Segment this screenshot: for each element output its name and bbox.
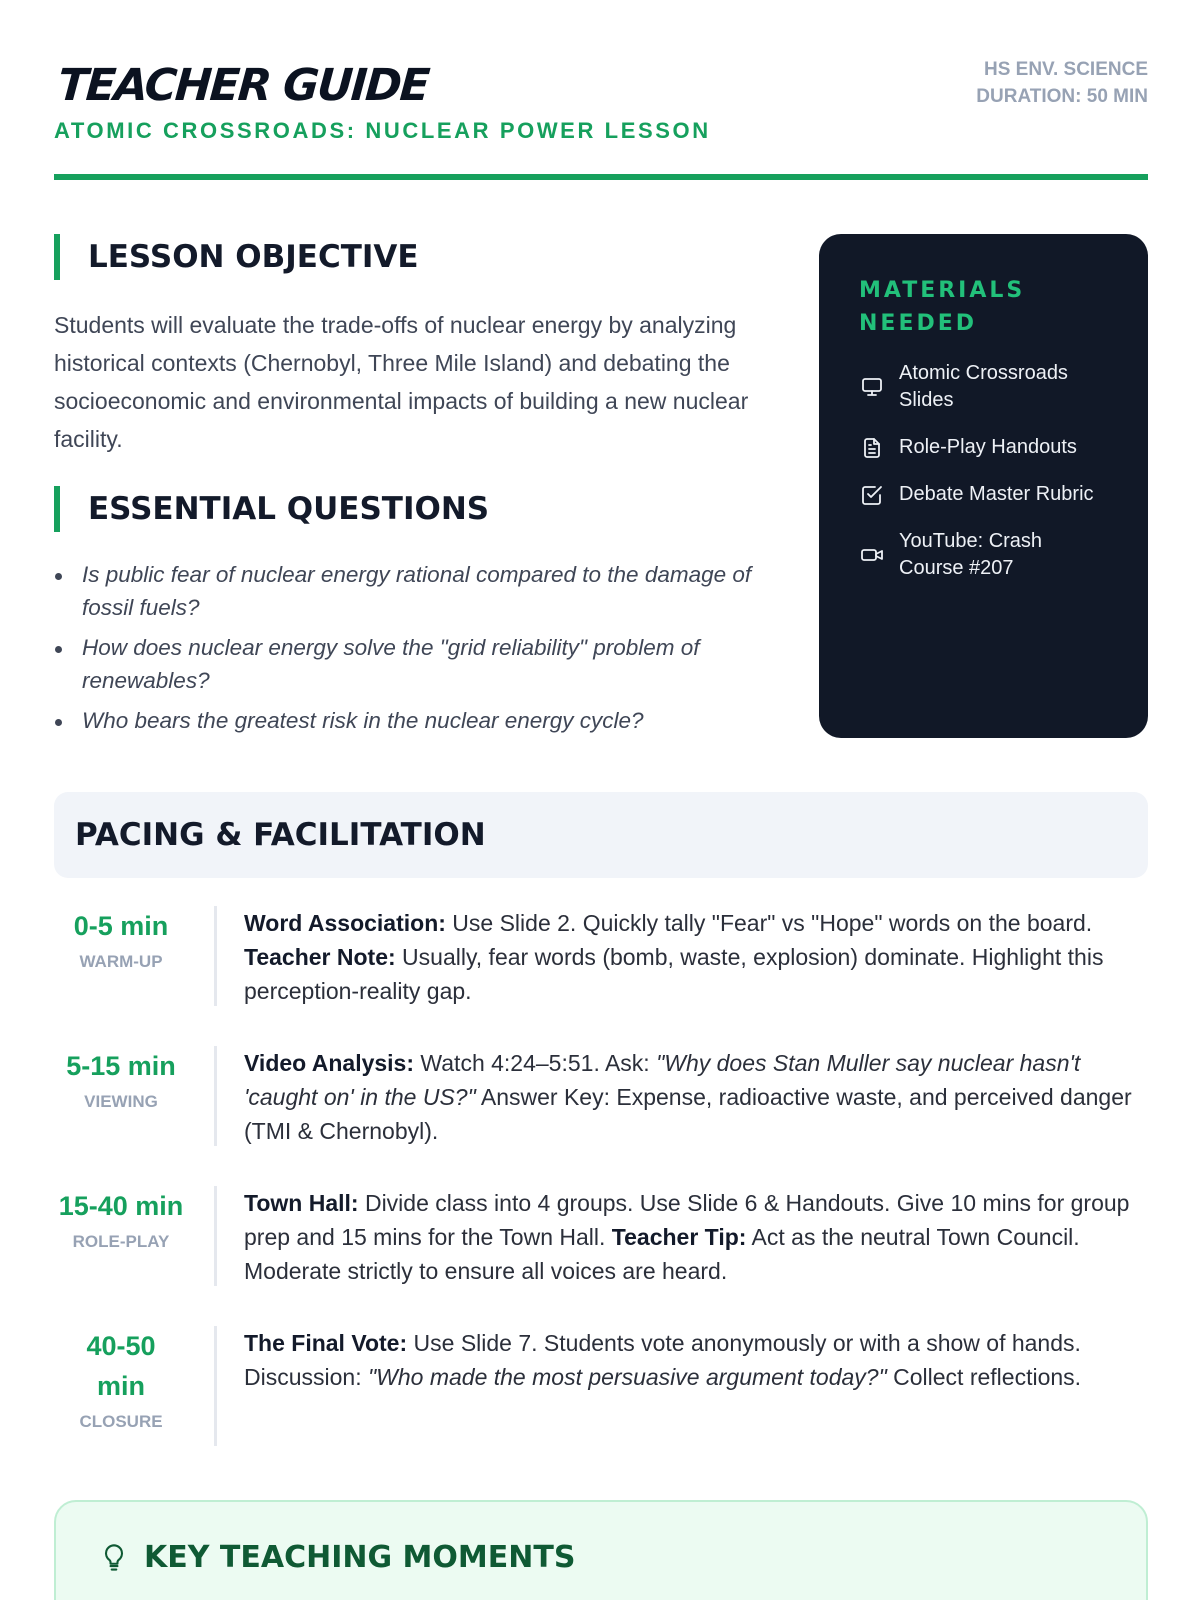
phase-label: CLOSURE (79, 1412, 163, 1431)
document-subtitle: ATOMIC CROSSROADS: NUCLEAR POWER LESSON (54, 118, 711, 143)
materials-card (819, 234, 1148, 738)
document-header (54, 56, 1148, 180)
phase-label: ROLE-PLAY (72, 1232, 170, 1251)
activity-text: Use Slide 2. Quickly tally "Fear" vs "Hope" words on the board. (445, 910, 1093, 936)
time-range: 5-15 min (66, 1051, 176, 1081)
monitor-icon (859, 374, 885, 400)
lesson-duration: DURATION: 50 MIN (976, 86, 1148, 107)
materials-title: MATERIALS NEEDED (859, 278, 1026, 336)
document-icon (859, 435, 885, 461)
activity-text: Use Slide 7. Students vote anonymously or with a show of hands. Discussion: (244, 1330, 1081, 1390)
tip-label: Teacher Tip: (611, 1224, 747, 1250)
time-range: 40-50 min (86, 1331, 156, 1401)
document-title: TEACHER GUIDE (56, 60, 430, 111)
row-description (244, 1186, 1148, 1288)
pacing-row (54, 1186, 1148, 1286)
activity-text: Divide class into 4 groups. Use Slide 6 & Handouts. Give 10 mins for group prep and 15 mins for the Town Hall. (244, 1190, 1130, 1250)
pacing-time (54, 1186, 188, 1252)
activity-text: Act as the neutral Town Council. Moderate strictly to ensure all voices are heard. (244, 1224, 1080, 1284)
checkbox-icon (859, 482, 885, 508)
row-divider (214, 1046, 217, 1146)
time-range: 15-40 min (58, 1191, 184, 1221)
pacing-time (54, 906, 188, 972)
pacing-heading: PACING & FACILITATION (54, 792, 1148, 878)
pacing-row (54, 1326, 1148, 1446)
activity-text: Collect reflections. (886, 1364, 1082, 1390)
material-item-handouts (859, 434, 1108, 461)
question-item: Who bears the greatest risk in the nuclear energy cycle? (54, 704, 774, 737)
pacing-time (54, 1326, 188, 1432)
row-divider (214, 1186, 217, 1286)
teacher-guide-page (54, 0, 1148, 1600)
activity-name: Word Association: (244, 910, 446, 936)
row-description (244, 1046, 1148, 1148)
material-label: YouTube: Crash Course #207 (899, 530, 1043, 579)
material-item-rubric (859, 481, 1108, 508)
material-item-video (859, 528, 1108, 582)
video-icon (859, 542, 885, 568)
materials-list (859, 360, 1108, 582)
pacing-time (54, 1046, 188, 1112)
key-teaching-moments-box (54, 1500, 1148, 1600)
key-teaching-moments-title (100, 1540, 575, 1575)
row-divider (214, 1326, 217, 1446)
activity-text: Answer Key: Expense, radioactive waste, and perceived danger (TMI & Chernobyl). (244, 1084, 1132, 1144)
material-label: Debate Master Rubric (899, 483, 1094, 505)
course-meta (976, 56, 1148, 110)
activity-text: Watch 4:24–5:51. Ask: (414, 1050, 657, 1076)
pacing-row (54, 1046, 1148, 1146)
phase-label: WARM-UP (79, 952, 163, 971)
pacing-row (54, 906, 1148, 1006)
question-item: How does nuclear energy solve the "grid reliability" problem of renewables? (54, 631, 774, 697)
note-label: Teacher Note: (244, 944, 396, 970)
phase-label: VIEWING (84, 1092, 158, 1111)
row-description (244, 1326, 1148, 1394)
material-label: Atomic Crossroads Slides (899, 362, 1068, 411)
objective-heading: LESSON OBJECTIVE (54, 234, 419, 280)
question-item: Is public fear of nuclear energy rational compared to the damage of fossil fuels? (54, 558, 774, 624)
activity-name: Town Hall: (244, 1190, 359, 1216)
row-description (244, 906, 1148, 1008)
objective-text: Students will evaluate the trade-offs of nuclear energy by analyzing historical contexts (Chernobyl, Three Mile Island) and debating the socioeconomic and environmental impacts of building a new nuclear facility. (54, 312, 749, 452)
activity-name: The Final Vote: (244, 1330, 408, 1356)
row-divider (214, 906, 217, 1006)
discussion-question: "Who made the most persuasive argument today?" (367, 1364, 887, 1390)
course-name: HS ENV. SCIENCE (983, 59, 1148, 80)
material-item-slides (859, 360, 1108, 414)
essential-questions-list (54, 558, 774, 744)
material-label: Role-Play Handouts (899, 436, 1077, 458)
discussion-question: "Why does Stan Muller say nuclear hasn't 'caught on' in the US?" (244, 1050, 1081, 1110)
time-range: 0-5 min (73, 911, 169, 941)
key-teaching-moments-heading: KEY TEACHING MOMENTS (144, 1540, 576, 1575)
essential-questions-heading: ESSENTIAL QUESTIONS (54, 486, 489, 532)
activity-name: Video Analysis: (244, 1050, 415, 1076)
activity-text: Usually, fear words (bomb, waste, explosion) dominate. Highlight this perception-reality gap. (244, 944, 1104, 1004)
lightbulb-icon (100, 1543, 128, 1573)
